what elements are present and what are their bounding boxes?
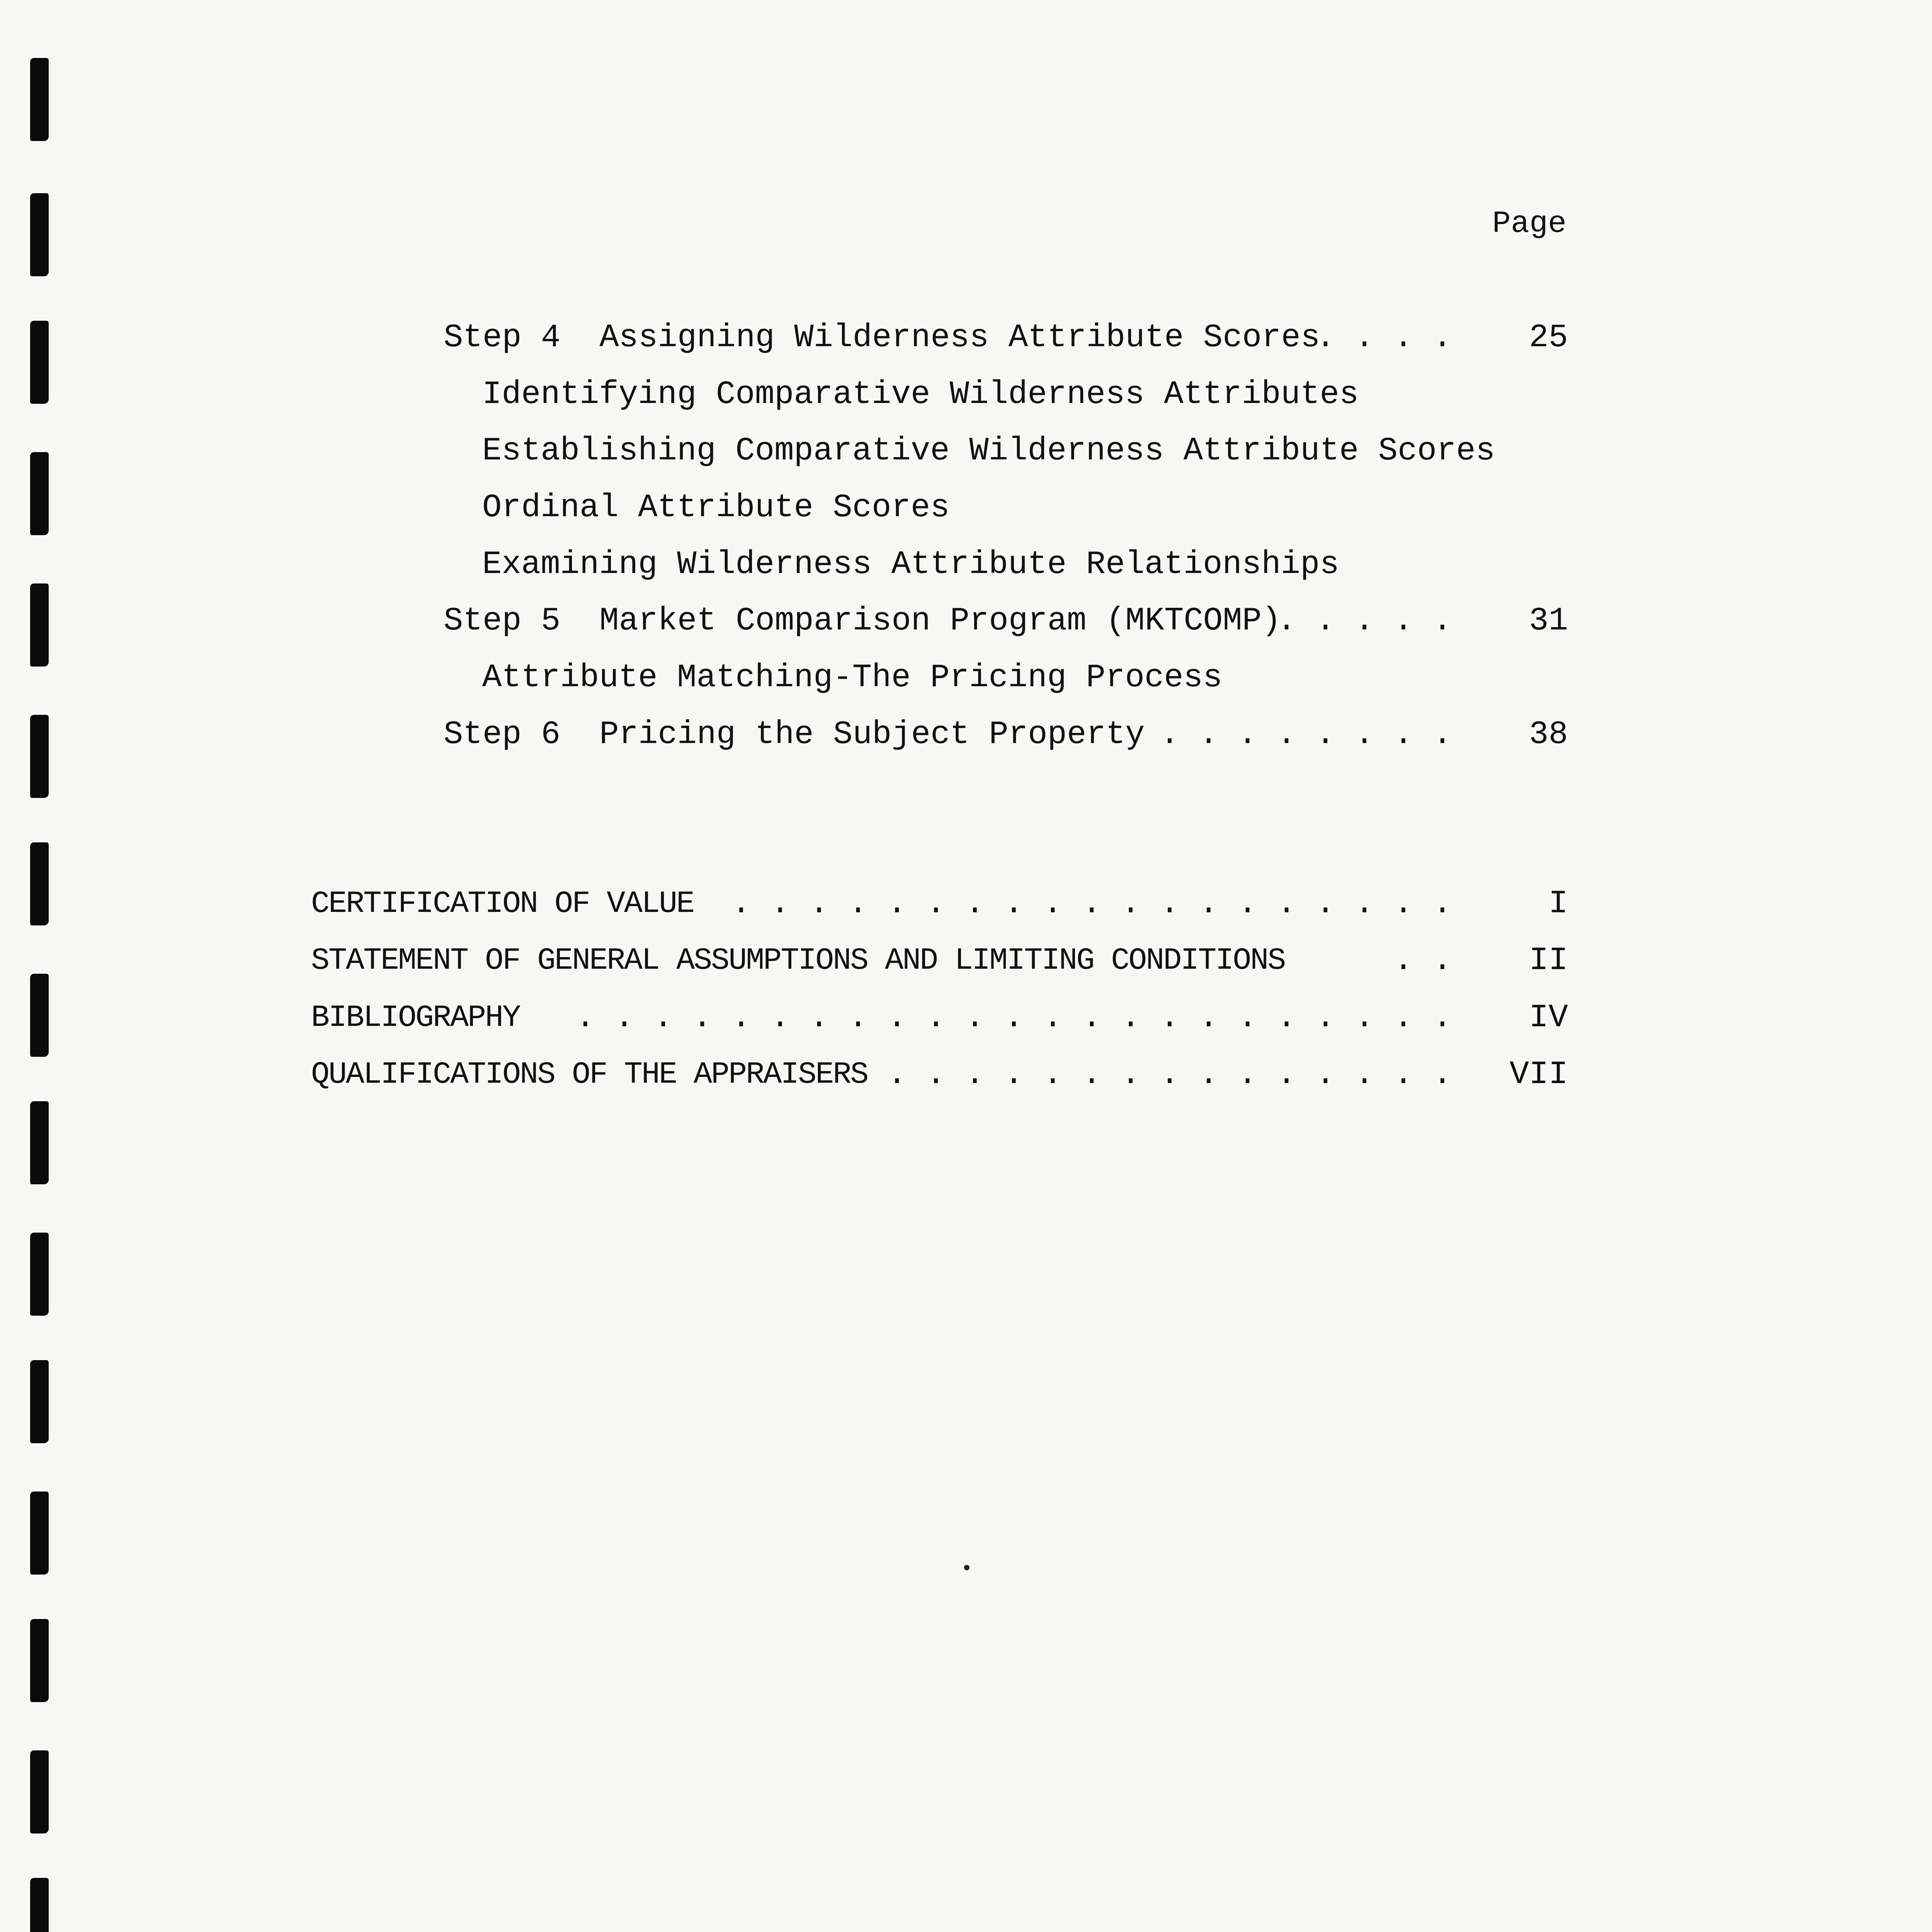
binding-hole-icon bbox=[30, 1233, 49, 1316]
toc-dot-leader: . . . . bbox=[1316, 320, 1452, 356]
toc-entry-label: Establishing Comparative Wilderness Attribute Scores bbox=[482, 433, 1495, 469]
toc-page-number: VII bbox=[1509, 1056, 1568, 1093]
toc-entry-step-6 bbox=[444, 712, 1568, 758]
toc-entry-label: Step 4 Assigning Wilderness Attribute Scores bbox=[444, 320, 1320, 356]
toc-subentry bbox=[482, 372, 1568, 418]
toc-entry-label: Attribute Matching-The Pricing Process bbox=[482, 660, 1223, 696]
toc-page-number: 25 bbox=[1529, 320, 1568, 356]
toc-subentry bbox=[482, 655, 1568, 701]
toc-entry-assumptions bbox=[311, 938, 1568, 984]
page-column-heading: Page bbox=[1492, 206, 1567, 242]
toc-entry-label: BIBLIOGRAPHY bbox=[311, 1000, 520, 1036]
toc-dot-leader: . . . . . bbox=[1277, 603, 1452, 639]
binding-hole-icon bbox=[30, 1619, 49, 1702]
binding-hole-icon bbox=[30, 193, 49, 276]
toc-entry-label: QUALIFICATIONS OF THE APPRAISERS bbox=[311, 1057, 868, 1092]
binding-holes bbox=[19, 0, 66, 1932]
toc-entry-label: Step 6 Pricing the Subject Property bbox=[444, 716, 1145, 753]
toc-subentry bbox=[482, 485, 1568, 531]
toc-subentry bbox=[482, 428, 1568, 474]
toc-entry-label: CERTIFICATION OF VALUE bbox=[311, 886, 694, 922]
binding-hole-icon bbox=[30, 1878, 49, 1932]
toc-entry-label: Ordinal Attribute Scores bbox=[482, 490, 950, 526]
toc-entry-label: Identifying Comparative Wilderness Attributes bbox=[482, 376, 1359, 413]
binding-hole-icon bbox=[30, 842, 49, 925]
toc-dot-leader: . . . . . . . . bbox=[1160, 716, 1452, 753]
binding-hole-icon bbox=[30, 974, 49, 1057]
toc-entry-step-4 bbox=[444, 315, 1568, 361]
toc-entry-bibliography bbox=[311, 995, 1568, 1041]
binding-hole-icon bbox=[30, 321, 49, 404]
toc-subentry bbox=[482, 542, 1568, 588]
toc-entry-step-5 bbox=[444, 598, 1568, 645]
toc-page-number: 31 bbox=[1529, 603, 1568, 639]
toc-dot-leader: . . . . . . . . . . . . . . . . . . . bbox=[731, 886, 1452, 922]
binding-hole-icon bbox=[30, 715, 49, 798]
toc-entry-label: Examining Wilderness Attribute Relationships bbox=[482, 546, 1339, 583]
binding-hole-icon bbox=[30, 58, 49, 141]
toc-page-number: I bbox=[1548, 886, 1568, 922]
toc-entry-label: STATEMENT OF GENERAL ASSUMPTIONS AND LIMITING CONDITIONS bbox=[311, 943, 1285, 978]
binding-hole-icon bbox=[30, 1492, 49, 1575]
toc-entry-certification bbox=[311, 881, 1568, 927]
toc-dot-leader: . . bbox=[1393, 942, 1452, 979]
scan-speck bbox=[964, 1565, 969, 1570]
binding-hole-icon bbox=[30, 452, 49, 535]
toc-page-number: IV bbox=[1529, 1000, 1568, 1036]
binding-hole-icon bbox=[30, 1101, 49, 1184]
toc-dot-leader: . . . . . . . . . . . . . . . . . . . . . . . bbox=[575, 1000, 1452, 1036]
toc-entry-qualifications bbox=[311, 1052, 1568, 1098]
binding-hole-icon bbox=[30, 583, 49, 667]
toc-entry-label: Step 5 Market Comparison Program (MKTCOMP) bbox=[444, 603, 1281, 639]
toc-dot-leader: . . . . . . . . . . . . . . . bbox=[887, 1056, 1452, 1093]
toc-page-number: II bbox=[1529, 942, 1568, 979]
toc-page-number: 38 bbox=[1529, 716, 1568, 753]
binding-hole-icon bbox=[30, 1750, 49, 1833]
binding-hole-icon bbox=[30, 1360, 49, 1443]
